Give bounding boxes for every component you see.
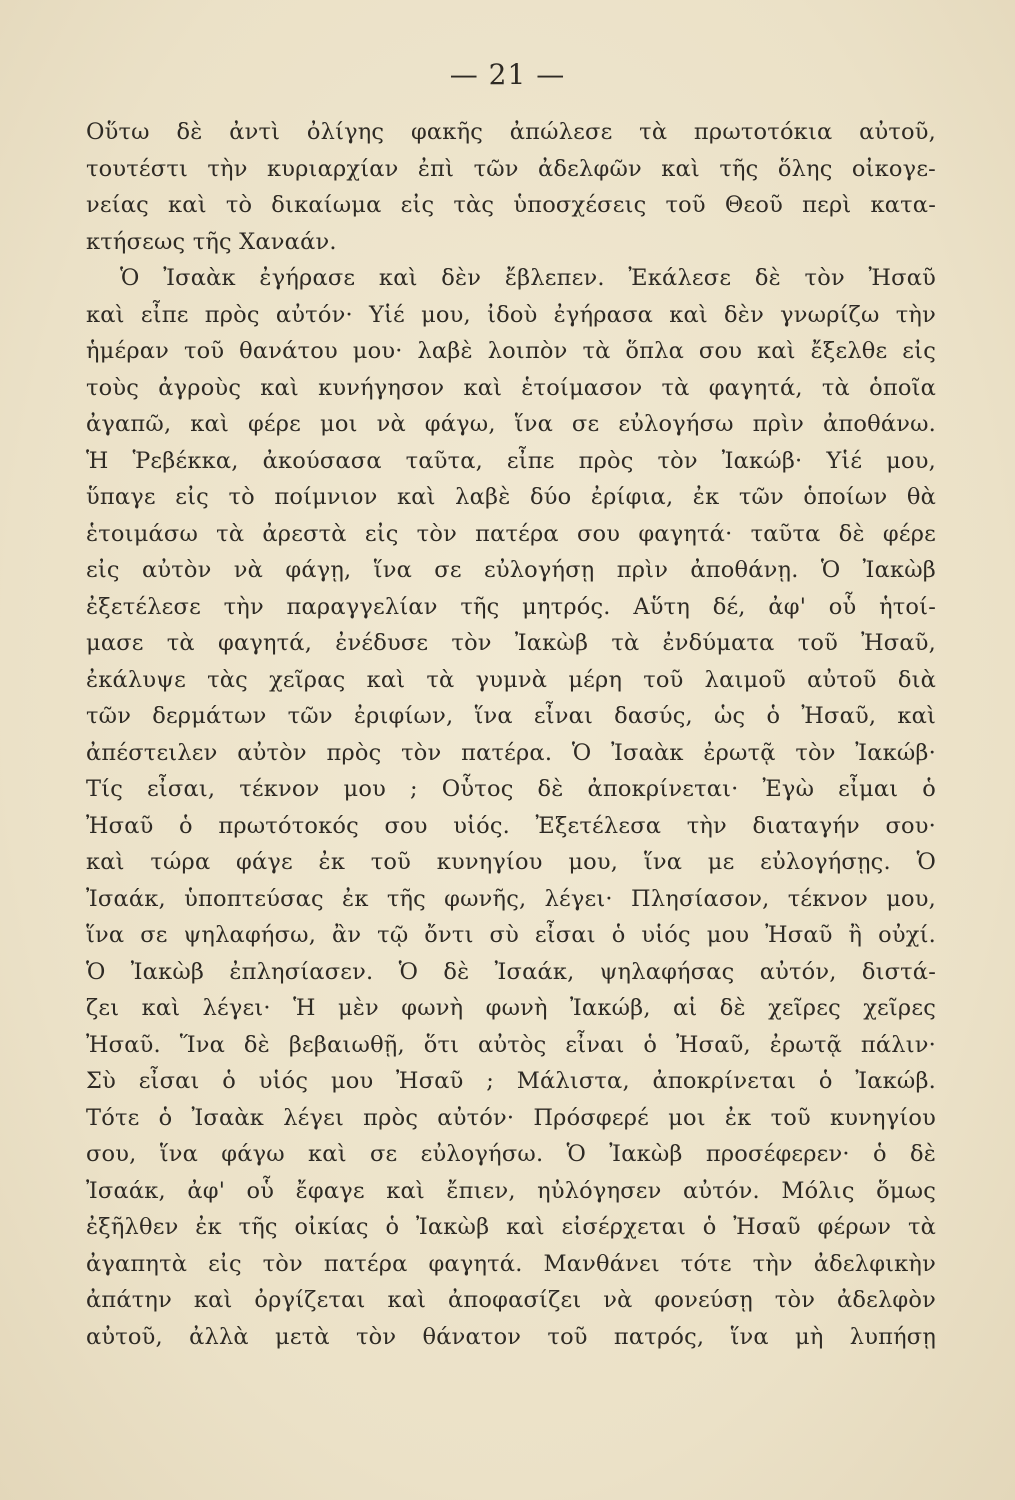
text-line: ἀπάτην καὶ ὀργίζεται καὶ ἀποφασίζει νὰ φονεύσῃ τὸν ἀδελφὸν — [86, 1287, 936, 1313]
page-number: — 21 — — [449, 58, 566, 91]
text-line: ἑτοιμάσω τὰ ἀρεστὰ εἰς τὸν πατέρα σου φαγητά· ταῦτα δὲ φέρε — [86, 520, 936, 547]
text-line: Ἠσαῦ ὁ πρωτότοκός σου υἱός. Ἐξετέλεσα τὴν διαταγήν σου· — [86, 812, 936, 839]
text-line: ἡμέραν τοῦ θανάτου μου· λαβὲ λοιπὸν τὰ ὅπλα σου καὶ ἔξελθε εἰς — [86, 338, 936, 364]
text-line: Ὁ Ἰσαὰκ ἐγήρασε καὶ δὲν ἔβλεπεν. Ἐκάλεσε δὲ τὸν Ἠσαῦ — [120, 265, 936, 291]
text-line: ἀγαπητὰ εἰς τὸν πατέρα φαγητά. Μανθάνει τότε τὴν ἀδελφικὴν — [86, 1250, 936, 1277]
text-line: τουτέστι τὴν κυριαρχίαν ἐπὶ τῶν ἀδελφῶν καὶ τῆς ὅλης οἰκογε- — [86, 155, 936, 182]
text-line: καὶ τώρα φάγε ἐκ τοῦ κυνηγίου μου, ἵνα με εὐλογήσῃς. Ὁ — [86, 849, 936, 875]
text-line: σου, ἵνα φάγω καὶ σε εὐλογήσω. Ὁ Ἰακὼβ προσέφερεν· ὁ δὲ — [86, 1141, 936, 1167]
body-text — [86, 114, 936, 1355]
text-line: Ἡ Ῥεβέκκα, ἀκούσασα ταῦτα, εἶπε πρὸς τὸν Ἰακώβ· Υἱέ μου, — [86, 447, 936, 474]
text-line: τῶν δερμάτων τῶν ἐριφίων, ἵνα εἶναι δασύς, ὡς ὁ Ἠσαῦ, καὶ — [86, 703, 936, 729]
text-line: αὐτοῦ, ἀλλὰ μετὰ τὸν θάνατον τοῦ πατρός, ἵνα μὴ λυπήσῃ — [86, 1323, 936, 1350]
text-line: Οὕτω δὲ ἀντὶ ὀλίγης φακῆς ἀπώλεσε τὰ πρωτοτόκια αὐτοῦ, — [86, 119, 936, 145]
text-line: ἐξῆλθεν ἐκ τῆς οἰκίας ὁ Ἰακὼβ καὶ εἰσέρχεται ὁ Ἠσαῦ φέρων τὰ — [86, 1214, 936, 1240]
text-line: Ἰσαάκ, ἀφ' οὗ ἔφαγε καὶ ἔπιεν, ηὐλόγησεν αὐτόν. Μόλις ὅμως — [86, 1177, 936, 1204]
text-line: Ἠσαῦ. Ἵνα δὲ βεβαιωθῇ, ὅτι αὐτὸς εἶναι ὁ Ἠσαῦ, ἐρωτᾷ πάλιν· — [86, 1031, 936, 1058]
text-line: Ἰσαάκ, ὑποπτεύσας ἐκ τῆς φωνῆς, λέγει· Πλησίασον, τέκνον μου, — [86, 885, 936, 912]
text-line: Ὁ Ἰακὼβ ἐπλησίασεν. Ὁ δὲ Ἰσαάκ, ψηλαφήσας αὐτόν, διστά- — [86, 958, 936, 985]
text-line: ἀγαπῶ, καὶ φέρε μοι νὰ φάγω, ἵνα σε εὐλογήσω πρὶν ἀποθάνω. — [86, 411, 936, 437]
text-line: Σὺ εἶσαι ὁ υἱός μου Ἠσαῦ ; Μάλιστα, ἀποκρίνεται ὁ Ἰακώβ. — [86, 1068, 936, 1094]
text-line: κτήσεως τῆς Χαναάν. — [86, 228, 337, 255]
text-line: Τότε ὁ Ἰσαὰκ λέγει πρὸς αὐτόν· Πρόσφερέ μοι ἐκ τοῦ κυνηγίου — [86, 1104, 936, 1131]
text-line: μασε τὰ φαγητά, ἐνέδυσε τὸν Ἰακὼβ τὰ ἐνδύματα τοῦ Ἠσαῦ, — [86, 630, 936, 656]
text-line: ἐξετέλεσε τὴν παραγγελίαν τῆς μητρός. Αὕτη δέ, ἀφ' οὗ ἡτοί- — [86, 593, 936, 620]
text-line: ἵνα σε ψηλαφήσω, ἂν τῷ ὄντι σὺ εἶσαι ὁ υἱός μου Ἠσαῦ ἢ οὐχί. — [86, 922, 936, 948]
text-line: τοὺς ἀγροὺς καὶ κυνήγησον καὶ ἑτοίμασον τὰ φαγητά, τὰ ὁποῖα — [86, 374, 936, 401]
text-line: Τίς εἶσαι, τέκνον μου ; Οὗτος δὲ ἀποκρίνεται· Ἐγὼ εἶμαι ὁ — [86, 776, 936, 802]
text-line: ζει καὶ λέγει· Ἡ μὲν φωνὴ φωνὴ Ἰακώβ, αἱ δὲ χεῖρες χεῖρες — [86, 995, 936, 1021]
text-line: ἐκάλυψε τὰς χεῖρας καὶ τὰ γυμνὰ μέρη τοῦ λαιμοῦ αὐτοῦ διὰ — [86, 666, 936, 693]
text-line: εἰς αὐτὸν νὰ φάγῃ, ἵνα σε εὐλογήσῃ πρὶν ἀποθάνῃ. Ὁ Ἰακὼβ — [86, 557, 936, 583]
text-line: ἀπέστειλεν αὐτὸν πρὸς τὸν πατέρα. Ὁ Ἰσαὰκ ἐρωτᾷ τὸν Ἰακώβ· — [86, 739, 936, 766]
text-line: νείας καὶ τὸ δικαίωμα εἰς τὰς ὑποσχέσεις τοῦ Θεοῦ περὶ κατα- — [86, 192, 936, 218]
text-line: ὕπαγε εἰς τὸ ποίμνιον καὶ λαβὲ δύο ἐρίφια, ἐκ τῶν ὁποίων θὰ — [86, 484, 936, 510]
text-line: καὶ εἶπε πρὸς αὐτόν· Υἱέ μου, ἰδοὺ ἐγήρασα καὶ δὲν γνωρίζω τὴν — [86, 301, 936, 328]
